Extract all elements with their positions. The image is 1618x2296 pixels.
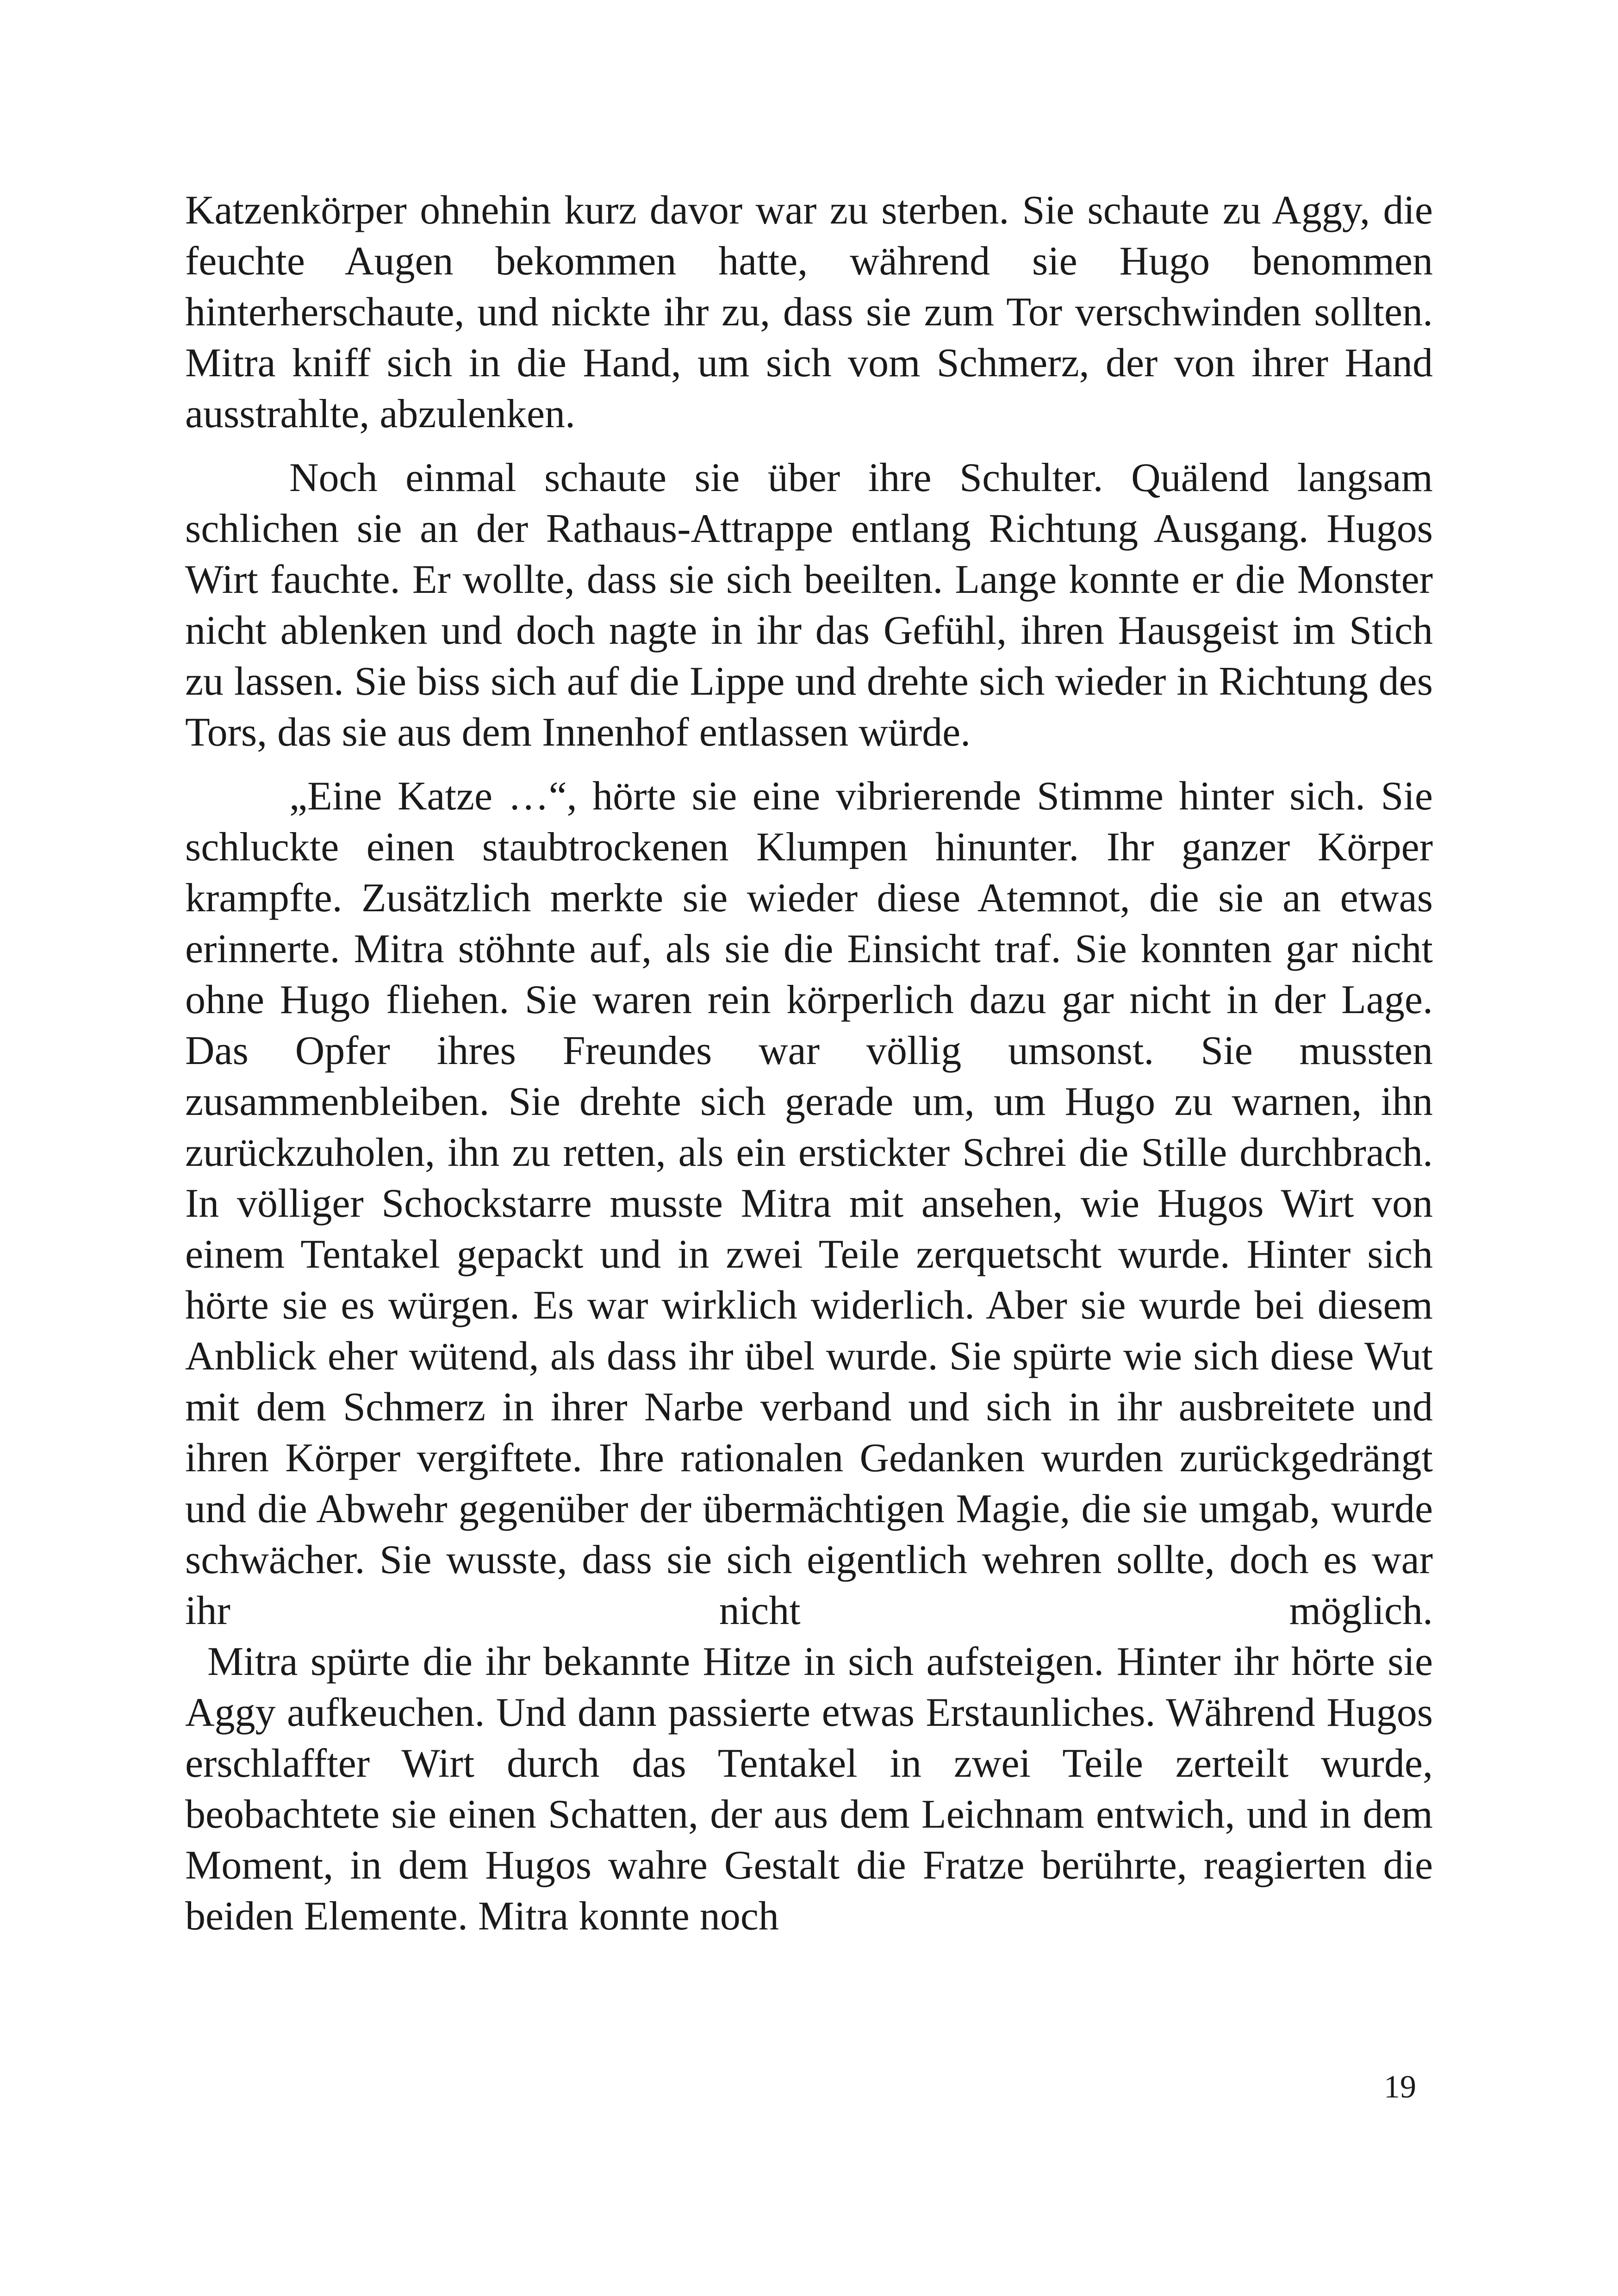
- page-number: 19: [1384, 2069, 1416, 2105]
- paragraph-4: Mitra spürte die ihr bekannte Hitze in sich aufsteigen. Hinter ihr hörte sie Aggy aufkeuchen. Und dann passierte etwas Erstaunliches. Während Hugos erschlaffter Wirt durch das Tentakel in zwei Teile zerteilt wurde, beobachtete sie einen Schatten, der aus dem Leichnam entwich, und in dem Moment, in dem Hugos wahre Gestalt die Fratze berührte, reagierten die beiden Elemente. Mitra konnte noch: [185, 1639, 1433, 1939]
- paragraph-3: „Eine Katze …“, hörte sie eine vibrierende Stimme hinter sich. Sie schluckte einen staubtrockenen Klumpen hinunter. Ihr ganzer Körper krampfte. Zusätzlich merkte sie wieder diese Atemnot, die sie an etwas erinnerte. Mitra stöhnte auf, als sie die Einsicht traf. Sie konnten gar nicht ohne Hugo fliehen. Sie waren rein körperlich dazu gar nicht in der Lage. Das Opfer ihres Freundes war völlig umsonst. Sie mussten zusammenbleiben. Sie drehte sich gerade um, um Hugo zu warnen, ihn zurückzuholen, ihn zu retten, als ein erstickter Schrei die Stille durchbrach. In völliger Schockstarre musste Mitra mit ansehen, wie Hugos Wirt von einem Tentakel gepackt und in zwei Teile zerquetscht wurde. Hinter sich hörte sie es würgen. Es war wirklich widerlich. Aber sie wurde bei diesem Anblick eher wütend, als dass ihr übel wurde. Sie spürte wie sich diese Wut mit dem Schmerz in ihrer Narbe verband und sich in ihr ausbreitete und ihren Körper vergiftete. Ihre rationalen Gedanken wurden zurückgedrängt und die Abwehr gegenüber der übermächtigen Magie, die sie umgab, wurde schwächer. Sie wusste, dass sie sich eigentlich wehren sollte, doch es war ihr nicht möglich.: [185, 774, 1433, 1633]
- paragraph-2: Noch einmal schaute sie über ihre Schulter. Quälend langsam schlichen sie an der Rathaus-Attrappe entlang Richtung Ausgang. Hugos Wirt fauchte. Er wollte, dass sie sich beeilten. Lange konnte er die Monster nicht ablenken und doch nagte in ihr das Gefühl, ihren Hausgeist im Stich zu lassen. Sie biss sich auf die Lippe und drehte sich wieder in Richtung des Tors, das sie aus dem Innenhof entlassen würde.: [185, 455, 1433, 755]
- body-text: [185, 185, 1433, 1942]
- paragraph-1: Katzenkörper ohnehin kurz davor war zu sterben. Sie schaute zu Aggy, die feuchte Augen bekommen hatte, während sie Hugo benommen hinterherschaute, und nickte ihr zu, dass sie zum Tor verschwinden sollten. Mitra kniff sich in die Hand, um sich vom Schmerz, der von ihrer Hand ausstrahlte, abzulenken.: [185, 188, 1433, 436]
